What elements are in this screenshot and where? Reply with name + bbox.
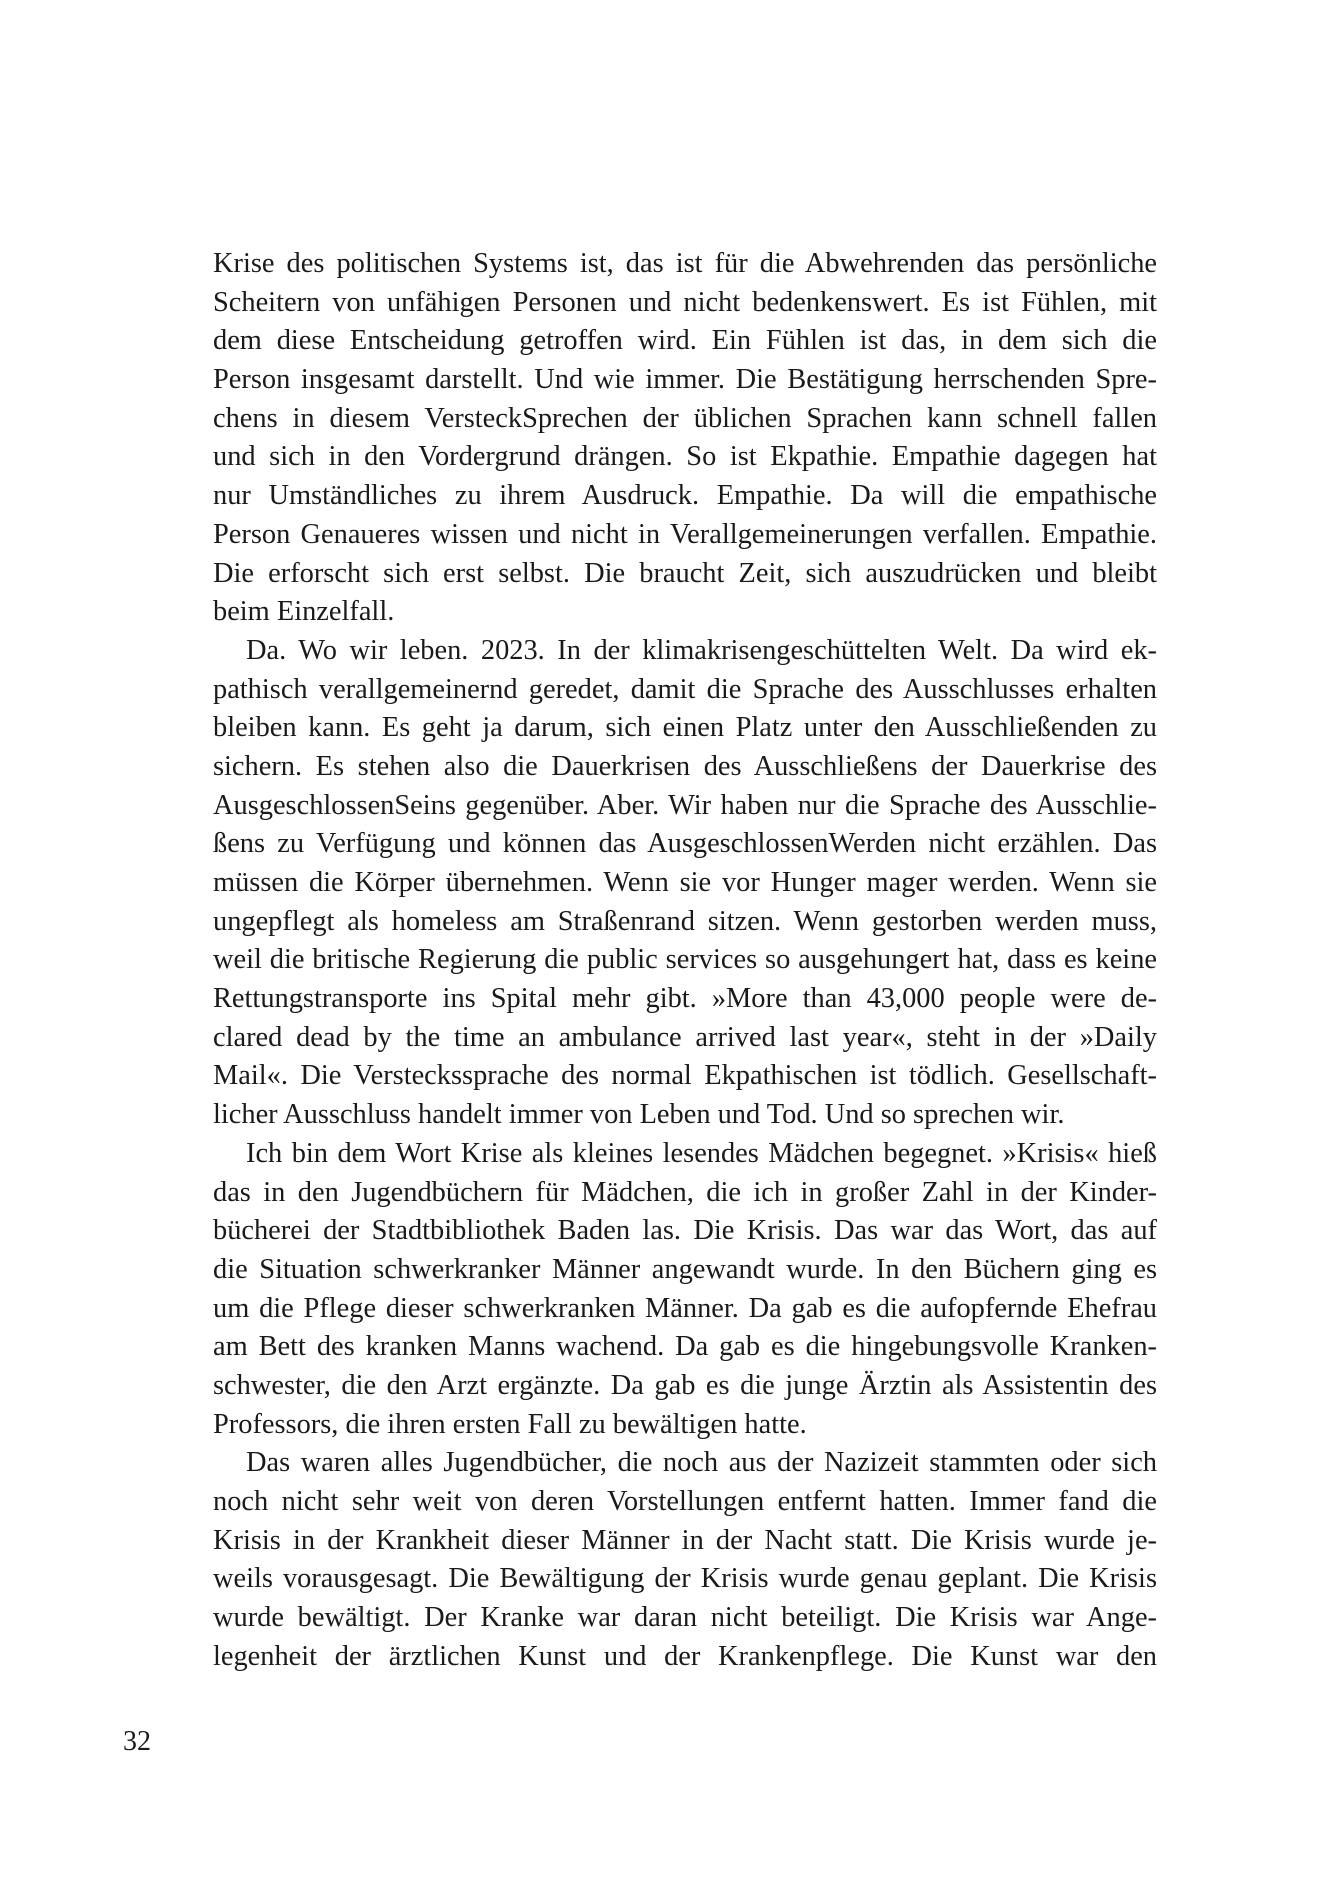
text-line: Krise des politischen Systems ist, das ist für die Abwehrenden das persönliche <box>213 248 1157 279</box>
text-line: und sich in den Vordergrund drängen. So ist Ekpathie. Empathie dagegen hat <box>213 441 1157 473</box>
text-line: chens in diesem VersteckSprechen der üblichen Sprachen kann schnell fallen <box>213 402 1157 434</box>
text-line: noch nicht sehr weit von deren Vorstellungen entfernt hatten. Immer fand die <box>213 1486 1157 1517</box>
text-line: Person insgesamt darstellt. Und wie immer. Die Bestätigung herrschenden Spre- <box>213 364 1157 396</box>
text-line: schwester, die den Arzt ergänzte. Da gab es die junge Ärztin als Assistentin des <box>213 1369 1157 1401</box>
page-number: 32 <box>123 1726 151 1757</box>
text-line: müssen die Körper übernehmen. Wenn sie vor Hunger mager werden. Wenn sie <box>213 867 1157 898</box>
text-line: dem diese Entscheidung getroffen wird. Ein Fühlen ist das, in dem sich die <box>213 325 1157 357</box>
text-line: Mail«. Die Versteckssprache des normal Ekpathischen ist tödlich. Gesellschaft- <box>213 1060 1157 1092</box>
text-line: nur Umständliches zu ihrem Ausdruck. Empathie. Da will die empathische <box>213 480 1157 512</box>
text-line: bleiben kann. Es geht ja darum, sich einen Platz unter den Ausschließenden zu <box>213 712 1157 744</box>
text-line: Das waren alles Jugendbücher, die noch aus der Nazizeit stammten oder sich <box>246 1447 1157 1479</box>
text-line: Person Genaueres wissen und nicht in Verallgemeinerungen verfallen. Empathie. <box>213 518 1157 550</box>
text-line: Da. Wo wir leben. 2023. In der klimakrisengeschüttelten Welt. Da wird ek- <box>246 634 1157 666</box>
text-line: Professors, die ihren ersten Fall zu bewältigen hatte. <box>213 1408 807 1440</box>
text-line: clared dead by the time an ambulance arrived last year«, steht in der »Daily <box>213 1021 1157 1053</box>
text-line: bücherei der Stadtbibliothek Baden las. Die Krisis. Das war das Wort, das auf <box>213 1215 1157 1247</box>
text-line: am Bett des kranken Manns wachend. Da gab es die hingebungsvolle Kranken- <box>213 1331 1157 1363</box>
text-line: die Situation schwerkranker Männer angewandt wurde. In den Büchern ging es <box>213 1253 1157 1285</box>
text-line: sichern. Es stehen also die Dauerkrisen des Ausschließens der Dauerkrise des <box>213 750 1157 782</box>
text-line: wurde bewältigt. Der Kranke war daran nicht beteiligt. Die Krisis war Ange- <box>213 1602 1157 1634</box>
text-line: das in den Jugendbüchern für Mädchen, die ich in großer Zahl in der Kinder- <box>213 1176 1157 1208</box>
text-line: beim Einzelfall. <box>213 596 395 628</box>
text-line: pathisch verallgemeinernd geredet, damit die Sprache des Ausschlusses erhalten <box>213 673 1157 705</box>
text-line: ungepflegt als homeless am Straßenrand sitzen. Wenn gestorben werden muss, <box>213 905 1157 937</box>
text-line: weil die britische Regierung die public services so ausgehungert hat, dass es keine <box>213 944 1157 976</box>
text-line: weils vorausgesagt. Die Bewältigung der Krisis wurde genau geplant. Die Krisis <box>213 1563 1157 1595</box>
page-body <box>213 245 1157 1676</box>
text-line: um die Pflege dieser schwerkranken Männer. Da gab es die aufopfernde Ehefrau <box>213 1292 1157 1324</box>
text-line: Krisis in der Krankheit dieser Männer in der Nacht statt. Die Krisis wurde je- <box>213 1524 1157 1556</box>
text-line: Rettungstransporte ins Spital mehr gibt. »More than 43,000 people were de- <box>213 983 1157 1015</box>
text-line: Ich bin dem Wort Krise als kleines lesendes Mädchen begegnet. »Krisis« hieß <box>246 1137 1157 1169</box>
text-line: Die erforscht sich erst selbst. Die braucht Zeit, sich auszudrücken und bleibt <box>213 557 1157 589</box>
text-line: licher Ausschluss handelt immer von Leben und Tod. Und so sprechen wir. <box>213 1099 1065 1131</box>
paragraph-1 <box>213 245 1157 632</box>
text-line: Scheitern von unfähigen Personen und nicht bedenkenswert. Es ist Fühlen, mit <box>213 286 1157 318</box>
paragraph-4 <box>213 1444 1157 1676</box>
paragraph-3 <box>213 1135 1157 1445</box>
text-line: ßens zu Verfügung und können das AusgeschlossenWerden nicht erzählen. Das <box>213 828 1157 860</box>
text-line: AusgeschlossenSeins gegenüber. Aber. Wir haben nur die Sprache des Ausschlie- <box>213 789 1157 821</box>
text-line: legenheit der ärztlichen Kunst und der Krankenpflege. Die Kunst war den <box>213 1640 1157 1672</box>
paragraph-2 <box>213 632 1157 1135</box>
